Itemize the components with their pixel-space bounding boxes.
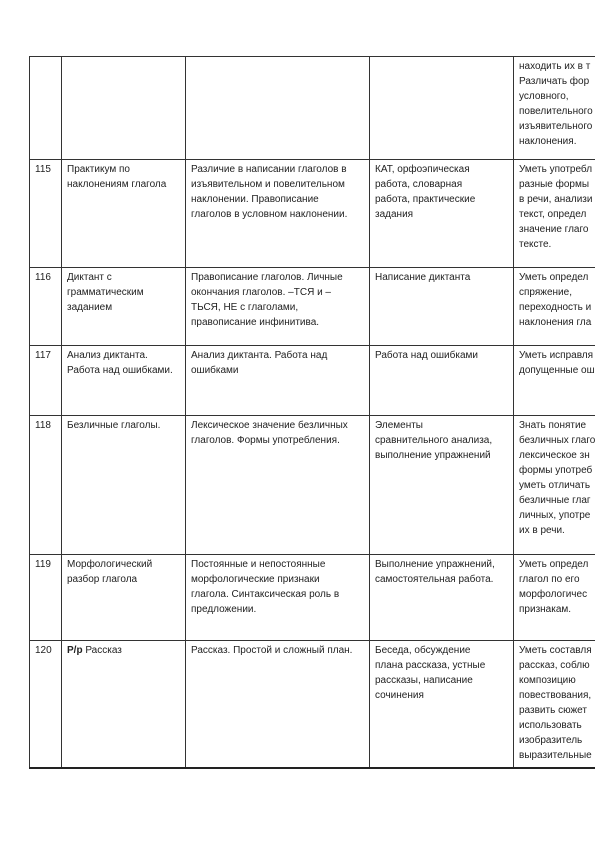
lesson-content-cell: Правописание глаголов. Личные окончания глаголов. –ТСЯ и – ТЬСЯ, НЕ с глаголами, правописание инфинитива. — [186, 268, 370, 346]
requirements-cell: Уметь определ глагол по его морфологичес признакам. — [514, 555, 595, 641]
activity-types-cell: Элементы сравнительного анализа, выполнение упражнений — [370, 416, 514, 555]
lesson-topic-cell: Практикум по наклонениям глагола — [62, 160, 186, 268]
lesson-plan-table — [29, 56, 595, 769]
requirements-cell: Уметь исправля допущенные ош — [514, 346, 595, 416]
table-row — [30, 641, 595, 768]
activity-types-cell: Выполнение упражнений, самостоятельная работа. — [370, 555, 514, 641]
table-row — [30, 555, 595, 641]
activity-types-cell: Написание диктанта — [370, 268, 514, 346]
requirements-cell: Знать понятие безличных глаго лексическое зн формы употреб уметь отличать безличные глаг личных, употре их в речи. — [514, 416, 595, 555]
lesson-number-cell: 119 — [30, 555, 62, 641]
table-row — [30, 57, 595, 160]
table-row — [30, 268, 595, 346]
lesson-content-cell: Анализ диктанта. Работа над ошибками — [186, 346, 370, 416]
activity-types-cell — [370, 57, 514, 160]
table-row — [30, 346, 595, 416]
lesson-topic-cell: Анализ диктанта. Работа над ошибками. — [62, 346, 186, 416]
requirements-cell: Уметь употребл разные формы в речи, анализи текст, определ значение глаго тексте. — [514, 160, 595, 268]
requirements-cell: Уметь составля рассказ, соблю композицию повествования, развить сюжет использовать изобразитель выразительные — [514, 641, 595, 768]
lesson-content-cell: Различие в написании глаголов в изъявительном и повелительном наклонении. Правописание глаголов в условном наклонении. — [186, 160, 370, 268]
lesson-number-cell: 118 — [30, 416, 62, 555]
lesson-content-cell — [186, 57, 370, 160]
lesson-topic-text: Рассказ — [82, 645, 122, 656]
activity-types-cell: КАТ, орфоэпическая работа, словарная работа, практические задания — [370, 160, 514, 268]
table-row — [30, 416, 595, 555]
lesson-number-cell: 120 — [30, 641, 62, 768]
activity-types-cell: Беседа, обсуждение плана рассказа, устные рассказы, написание сочинения — [370, 641, 514, 768]
lesson-content-cell: Лексическое значение безличных глаголов. Формы употребления. — [186, 416, 370, 555]
activity-types-cell: Работа над ошибками — [370, 346, 514, 416]
lesson-number-cell: 115 — [30, 160, 62, 268]
requirements-cell: Уметь определ спряжение, переходность и наклонения гла — [514, 268, 595, 346]
lesson-content-cell: Рассказ. Простой и сложный план. — [186, 641, 370, 768]
lesson-topic-cell — [62, 641, 186, 768]
lesson-number-cell: 117 — [30, 346, 62, 416]
requirements-cell: находить их в т Различать фор условного, повелительного изъявительного наклонения. — [514, 57, 595, 160]
table-row — [30, 160, 595, 268]
lesson-topic-cell: Морфологический разбор глагола — [62, 555, 186, 641]
lesson-content-cell: Постоянные и непостоянные морфологические признаки глагола. Синтаксическая роль в предложении. — [186, 555, 370, 641]
speech-development-marker: Р/р — [67, 645, 83, 656]
lesson-topic-cell: Безличные глаголы. — [62, 416, 186, 555]
lesson-topic-cell: Диктант с грамматическим заданием — [62, 268, 186, 346]
lesson-number-cell — [30, 57, 62, 160]
lesson-topic-cell — [62, 57, 186, 160]
lesson-number-cell: 116 — [30, 268, 62, 346]
